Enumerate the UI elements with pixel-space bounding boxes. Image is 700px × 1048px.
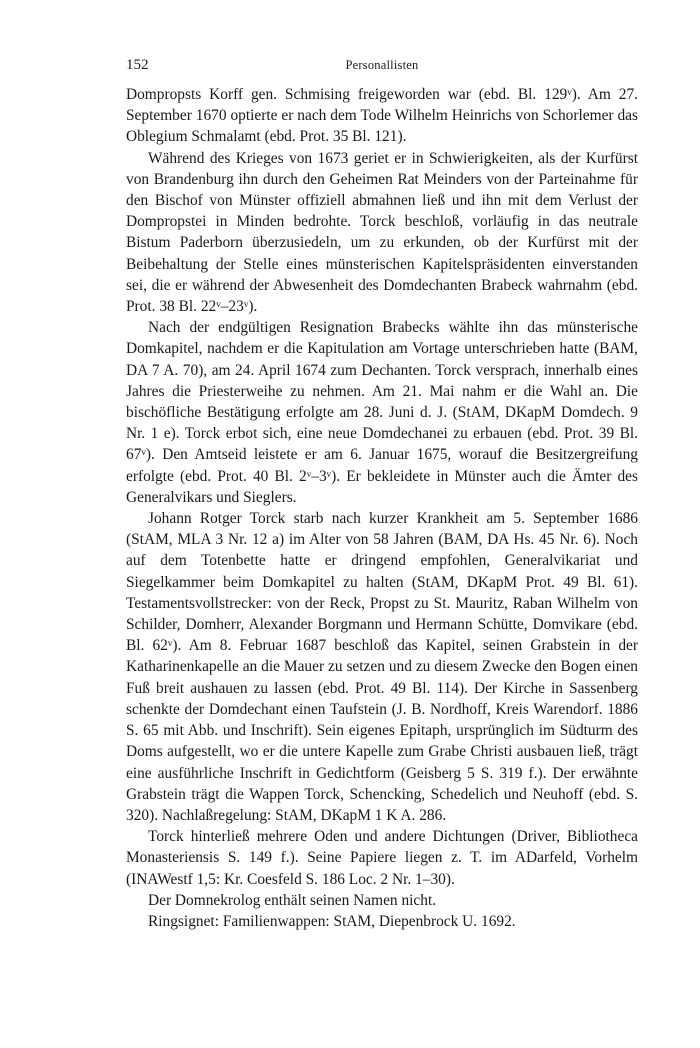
page-header xyxy=(126,57,638,77)
paragraph-ringsignet: Ringsignet: Familienwappen: StAM, Diepenbrock U. 1692. xyxy=(148,912,516,930)
running-head: Personallisten xyxy=(345,58,419,72)
paragraph-resignation-brabeck: Nach der endgültigen Resignation Brabecks wählte ihn das münsterische Domkapitel, nachdem er die Kapitulation am Vortage unterschrieben hatte (BAM, DA 7 A. 70), am 24. April 1674 zum Dechanten. Torck versprach, innerhalb eines Jahres die Priesterweihe zu nehmen. Am 21. Mai nahm er die Wahl an. Die bischöfliche Bestätigung erfolgte am 28. Juni d. J. (StAM, DKapM Domdech. 9 Nr. 1 e). Torck erbot sich, eine neue Domdechanei zu erbauen (ebd. Prot. 39 Bl. 67ᵛ). Den Amtseid leistete er am 6. Januar 1675, worauf die Besitzergreifung erfolgte (ebd. Prot. 40 Bl. 2ᵛ–3ᵛ). Er bekleidete in Münster auch die Ämter des Generalvikars und Sieglers. xyxy=(126,319,638,506)
paragraph-continuation: Dompropsts Korff gen. Schmising freigeworden war (ebd. Bl. 129ᵛ). Am 27. September 1670 optierte er nach dem Tode Wilhelm Heinrichs von Schorlemer das Oblegium Schmalamt (ebd. Prot. 35 Bl. 121). xyxy=(126,86,638,146)
paragraph-krieg-1673: Während des Krieges von 1673 geriet er in Schwierigkeiten, als der Kurfürst von Brandenburg ihn durch den Geheimen Rat Meinders von der Parteinahme für den Bischof von Münster offiziell abmahnen ließ und ihn mit dem Verlust der Dompropstei in Minden bedrohte. Torck beschloß, vorläufig in das neutrale Bistum Paderborn überzusiedeln, um zu erkunden, ob der Kurfürst mit der Beibehaltung der Stelle eines münsterischen Kapitelspräsidenten einverstanden sei, die er während der Abwesenheit des Domdechanten Brabeck wahrnahm (ebd. Prot. 38 Bl. 22ᵛ–23ᵛ). xyxy=(126,149,638,316)
paragraph-dichtungen: Torck hinterließ mehrere Oden und andere Dichtungen (Driver, Bibliotheca Monasteriensis S. 149 f.). Seine Papiere liegen z. T. im ADarfeld, Vorhelm (INAWestf 1,5: Kr. Coesfeld S. 186 Loc. 2 Nr. 1–30). xyxy=(126,828,638,888)
body-text xyxy=(126,84,638,932)
paragraph-tod-torck: Johann Rotger Torck starb nach kurzer Krankheit am 5. September 1686 (StAM, MLA 3 Nr. 12 a) im Alter von 58 Jahren (BAM, DA Hs. 45 Nr. 6). Noch auf dem Totenbette hatte er dringend empfohlen, Generalvikariat und Siegelkammer beim Domkapitel zu halten (StAM, DKapM Prot. 49 Bl. 61). Testamentsvollstrecker: von der Reck, Propst zu St. Mauritz, Raban Wilhelm von Schilder, Domherr, Alexander Borgmann und Hermann Schütte, Domvikare (ebd. Bl. 62ᵛ). Am 8. Februar 1687 beschloß das Kapitel, seinen Grabstein in der Katharinenkapelle an die Mauer zu setzen und zu diesem Zwecke den Bogen einen Fuß breit aushauen zu lassen (ebd. Prot. 49 Bl. 114). Der Kirche in Sassenberg schenkte der Domdechant einen Taufstein (J. B. Nordhoff, Kreis Warendorf. 1886 S. 65 mit Abb. und Inschrift). Sein eigenes Epitaph, ursprünglich im Südturm des Doms aufgestellt, wo er die untere Kapelle zum Grabe Christi ausbauen ließ, trägt eine ausführliche Inschrift in Gedichtform (Geisberg 5 S. 319 f.). Der erwähnte Grabstein trägt die Wappen Torck, Schencking, Schedelich und Neuhoff (ebd. S. 320). Nachlaßregelung: StAM, DKapM 1 K A. 286. xyxy=(126,510,638,824)
paragraph-domnekrolog: Der Domnekrolog enthält seinen Namen nicht. xyxy=(148,891,437,909)
page-number: 152 xyxy=(126,57,149,73)
